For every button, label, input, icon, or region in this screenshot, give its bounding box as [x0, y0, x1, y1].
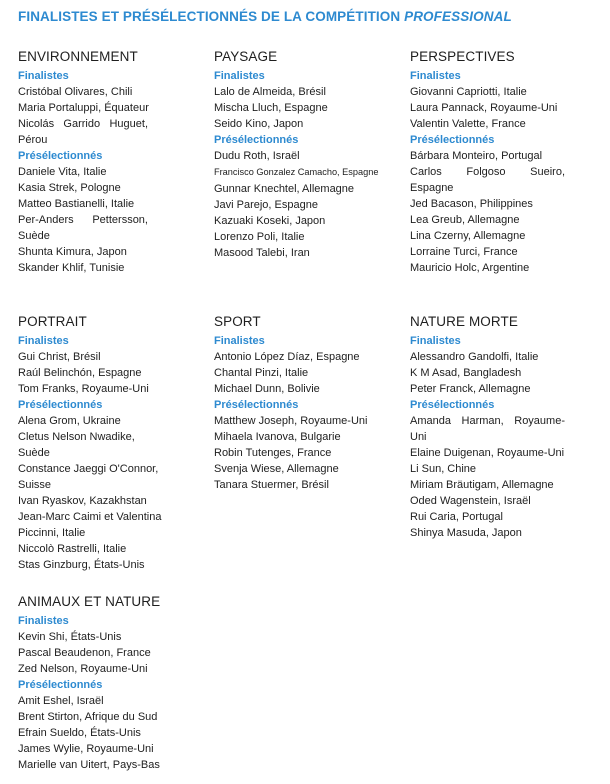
list-item: Pascal Beaudenon, France: [18, 647, 151, 659]
shortlisted-list: [18, 413, 196, 573]
finalists-heading: Finalistes: [410, 70, 461, 82]
list-item: Kazuaki Koseki, Japon: [214, 215, 326, 227]
list-item: Kasia Strek, Pologne: [18, 182, 121, 194]
finalists-list: [18, 84, 196, 148]
finalists-heading: Finalistes: [214, 70, 265, 82]
finalists-heading: Finalistes: [18, 70, 69, 82]
finalists-list: [410, 84, 588, 132]
list-item: Javi Parejo, Espagne: [214, 199, 318, 211]
list-item: Masood Talebi, Iran: [214, 247, 310, 259]
finalists-heading: Finalistes: [18, 335, 69, 347]
shortlisted-heading: Présélectionnés: [18, 150, 103, 162]
finalists-heading: Finalistes: [214, 335, 265, 347]
list-item: Stas Ginzburg, États-Unis: [18, 559, 145, 571]
list-item: Per-Anders Pettersson, Suède: [18, 214, 148, 242]
list-item: Li Sun, Chine: [410, 463, 477, 475]
list-item: Gunnar Knechtel, Allemagne: [214, 183, 355, 195]
list-item: Gui Christ, Brésil: [18, 351, 101, 363]
list-item: Lina Czerny, Allemagne: [410, 230, 526, 242]
title-emphasis: PROFESSIONAL: [404, 9, 512, 24]
shortlisted-list: [18, 693, 196, 773]
shortlisted-list: [214, 148, 392, 261]
category-perspectives: [410, 49, 588, 276]
finalists-list: [410, 349, 588, 397]
page-title: [18, 9, 512, 24]
list-item: Skander Khlif, Tunisie: [18, 262, 125, 274]
list-item: Miriam Bräutigam, Allemagne: [410, 479, 554, 491]
list-item: Jean-Marc Caimi et Valentina Piccinni, Italie: [18, 511, 162, 539]
list-item: Matteo Bastianelli, Italie: [18, 198, 135, 210]
category-animaux-et-nature: [18, 594, 196, 773]
list-item: Efrain Sueldo, États-Unis: [18, 727, 141, 739]
list-item: Mauricio Holc, Argentine: [410, 262, 530, 274]
list-item: Giovanni Capriotti, Italie: [410, 86, 527, 98]
list-item: Lalo de Almeida, Brésil: [214, 86, 326, 98]
category-title: NATURE MORTE: [410, 314, 518, 329]
list-item: Jed Bacason, Philippines: [410, 198, 533, 210]
finalists-list: [214, 349, 392, 397]
list-item: Lea Greub, Allemagne: [410, 214, 520, 226]
category-environnement: [18, 49, 196, 276]
list-item: Kevin Shi, États-Unis: [18, 631, 122, 643]
list-item: Svenja Wiese, Allemagne: [214, 463, 339, 475]
list-item: Francisco Gonzalez Camacho, Espagne: [214, 167, 379, 177]
shortlisted-list: [214, 413, 392, 493]
category-title: ENVIRONNEMENT: [18, 49, 138, 64]
list-item: Shinya Masuda, Japon: [410, 527, 522, 539]
list-item: James Wylie, Royaume-Uni: [18, 743, 154, 755]
shortlisted-heading: Présélectionnés: [18, 399, 103, 411]
list-item: Chantal Pinzi, Italie: [214, 367, 309, 379]
list-item: Mihaela Ivanova, Bulgarie: [214, 431, 341, 443]
finalists-list: [18, 629, 196, 677]
category-title: PAYSAGE: [214, 49, 278, 64]
finalists-list: [214, 84, 392, 132]
list-item: Cristóbal Olivares, Chili: [18, 86, 133, 98]
list-item: Daniele Vita, Italie: [18, 166, 107, 178]
finalists-heading: Finalistes: [18, 615, 69, 627]
list-item: Oded Wagenstein, Israël: [410, 495, 531, 507]
shortlisted-heading: Présélectionnés: [214, 399, 299, 411]
shortlisted-heading: Présélectionnés: [410, 134, 495, 146]
category-title: SPORT: [214, 314, 261, 329]
list-item: Tom Franks, Royaume-Uni: [18, 383, 149, 395]
category-nature-morte: [410, 314, 588, 541]
category-title: PERSPECTIVES: [410, 49, 515, 64]
list-item: Valentin Valette, France: [410, 118, 526, 130]
list-item: Bárbara Monteiro, Portugal: [410, 150, 543, 162]
shortlisted-heading: Présélectionnés: [214, 134, 299, 146]
list-item: Mischa Lluch, Espagne: [214, 102, 328, 114]
list-item: Shunta Kimura, Japon: [18, 246, 127, 258]
list-item: Seido Kino, Japon: [214, 118, 304, 130]
category-paysage: [214, 49, 392, 261]
list-item: Antonio López Díaz, Espagne: [214, 351, 360, 363]
list-item: Maria Portaluppi, Équateur: [18, 102, 149, 114]
list-item: Peter Franck, Allemagne: [410, 383, 531, 395]
list-item: Alessandro Gandolfi, Italie: [410, 351, 539, 363]
list-item: Rui Caria, Portugal: [410, 511, 503, 523]
finalists-list: [18, 349, 196, 397]
shortlisted-list: [18, 164, 196, 276]
category-portrait: [18, 314, 196, 573]
list-item: Lorraine Turci, France: [410, 246, 518, 258]
list-item: Robin Tutenges, France: [214, 447, 332, 459]
finalists-heading: Finalistes: [410, 335, 461, 347]
list-item: Constance Jaeggi O'Connor, Suisse: [18, 463, 159, 491]
shortlisted-heading: Présélectionnés: [410, 399, 495, 411]
list-item: Elaine Duigenan, Royaume-Uni: [410, 447, 565, 459]
category-title: ANIMAUX ET NATURE: [18, 594, 161, 609]
list-item: Lorenzo Poli, Italie: [214, 231, 305, 243]
list-item: Michael Dunn, Bolivie: [214, 383, 320, 395]
list-item: Ivan Ryaskov, Kazakhstan: [18, 495, 147, 507]
list-item: K M Asad, Bangladesh: [410, 367, 522, 379]
category-sport: [214, 314, 392, 493]
list-item: Nicolás Garrido Huguet, Pérou: [18, 118, 148, 146]
shortlisted-heading: Présélectionnés: [18, 679, 103, 691]
shortlisted-list: [410, 413, 588, 541]
list-item: Laura Pannack, Royaume-Uni: [410, 102, 558, 114]
title-main: FINALISTES ET PRÉSÉLECTIONNÉS DE LA COMPÉTITION: [18, 9, 401, 24]
list-item: Brent Stirton, Afrique du Sud: [18, 711, 158, 723]
list-item: Raúl Belinchón, Espagne: [18, 367, 142, 379]
list-item: Alena Grom, Ukraine: [18, 415, 121, 427]
list-item: Tanara Stuermer, Brésil: [214, 479, 329, 491]
list-item: Niccolò Rastrelli, Italie: [18, 543, 127, 555]
shortlisted-list: [410, 148, 588, 276]
list-item: Zed Nelson, Royaume-Uni: [18, 663, 148, 675]
list-item: Cletus Nelson Nwadike, Suède: [18, 431, 135, 459]
list-item: Dudu Roth, Israël: [214, 150, 300, 162]
list-item: Matthew Joseph, Royaume-Uni: [214, 415, 368, 427]
category-title: PORTRAIT: [18, 314, 87, 329]
list-item: Amanda Harman, Royaume-Uni: [410, 415, 565, 443]
list-item: Marielle van Uitert, Pays-Bas: [18, 759, 160, 771]
list-item: Amit Eshel, Israël: [18, 695, 104, 707]
list-item: Carlos Folgoso Sueiro, Espagne: [410, 166, 565, 194]
